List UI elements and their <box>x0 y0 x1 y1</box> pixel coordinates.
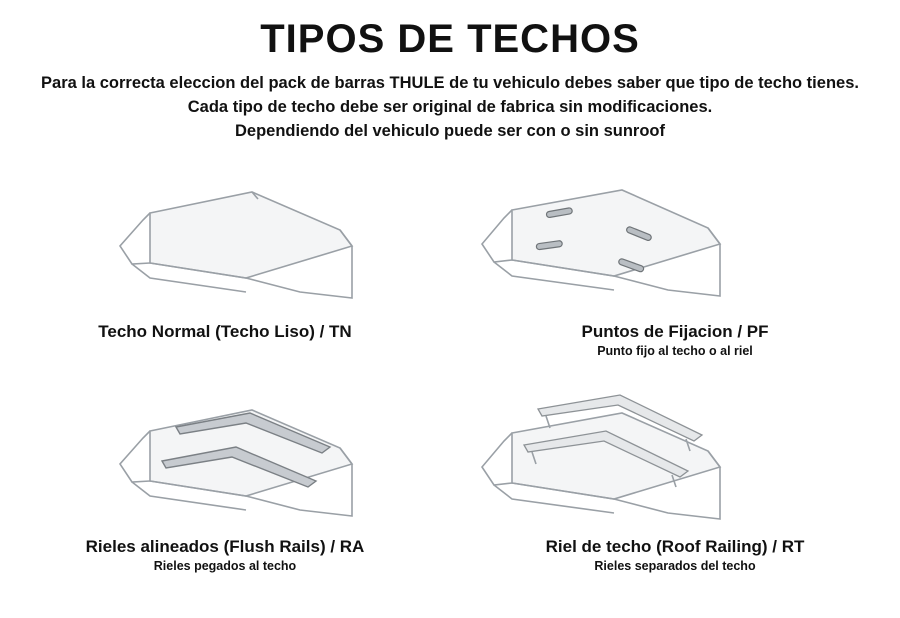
car-roof-fixpoints-icon <box>450 168 900 318</box>
intro-line-1: Para la correcta eleccion del pack de barras THULE de tu vehiculo debes saber que tipo de techo tienes. <box>41 74 859 92</box>
roof-type-caption-tn: Techo Normal (Techo Liso) / TN <box>98 322 352 341</box>
car-roof-railing-icon <box>450 383 900 533</box>
roof-type-caption-rt: Riel de techo (Roof Railing) / RT <box>545 537 805 556</box>
page-title: TIPOS DE TECHOS <box>260 17 640 61</box>
roof-types-infographic <box>0 18 900 618</box>
roof-type-caption-pf: Puntos de Fijacion / PF <box>581 322 769 341</box>
roof-type-card-tn <box>0 168 450 386</box>
intro-line-3: Dependiendo del vehiculo puede ser con o sin sunroof <box>235 121 665 140</box>
roof-type-subcaption-pf: Punto fijo al techo o al riel <box>597 344 753 358</box>
roof-types-grid <box>0 168 900 608</box>
roof-type-card-rt <box>450 383 900 601</box>
intro-text <box>40 72 860 144</box>
roof-type-card-ra <box>0 383 450 601</box>
car-roof-plain-icon <box>0 168 450 318</box>
roof-type-caption-ra: Rieles alineados (Flush Rails) / RA <box>85 537 365 556</box>
roof-type-subcaption-rt: Rieles separados del techo <box>594 559 756 573</box>
roof-type-card-pf <box>450 168 900 386</box>
roof-type-subcaption-ra: Rieles pegados al techo <box>153 559 297 573</box>
car-roof-flushrails-icon <box>0 383 450 533</box>
intro-line-2: Cada tipo de techo debe ser original de fabrica sin modificaciones. <box>187 97 713 116</box>
